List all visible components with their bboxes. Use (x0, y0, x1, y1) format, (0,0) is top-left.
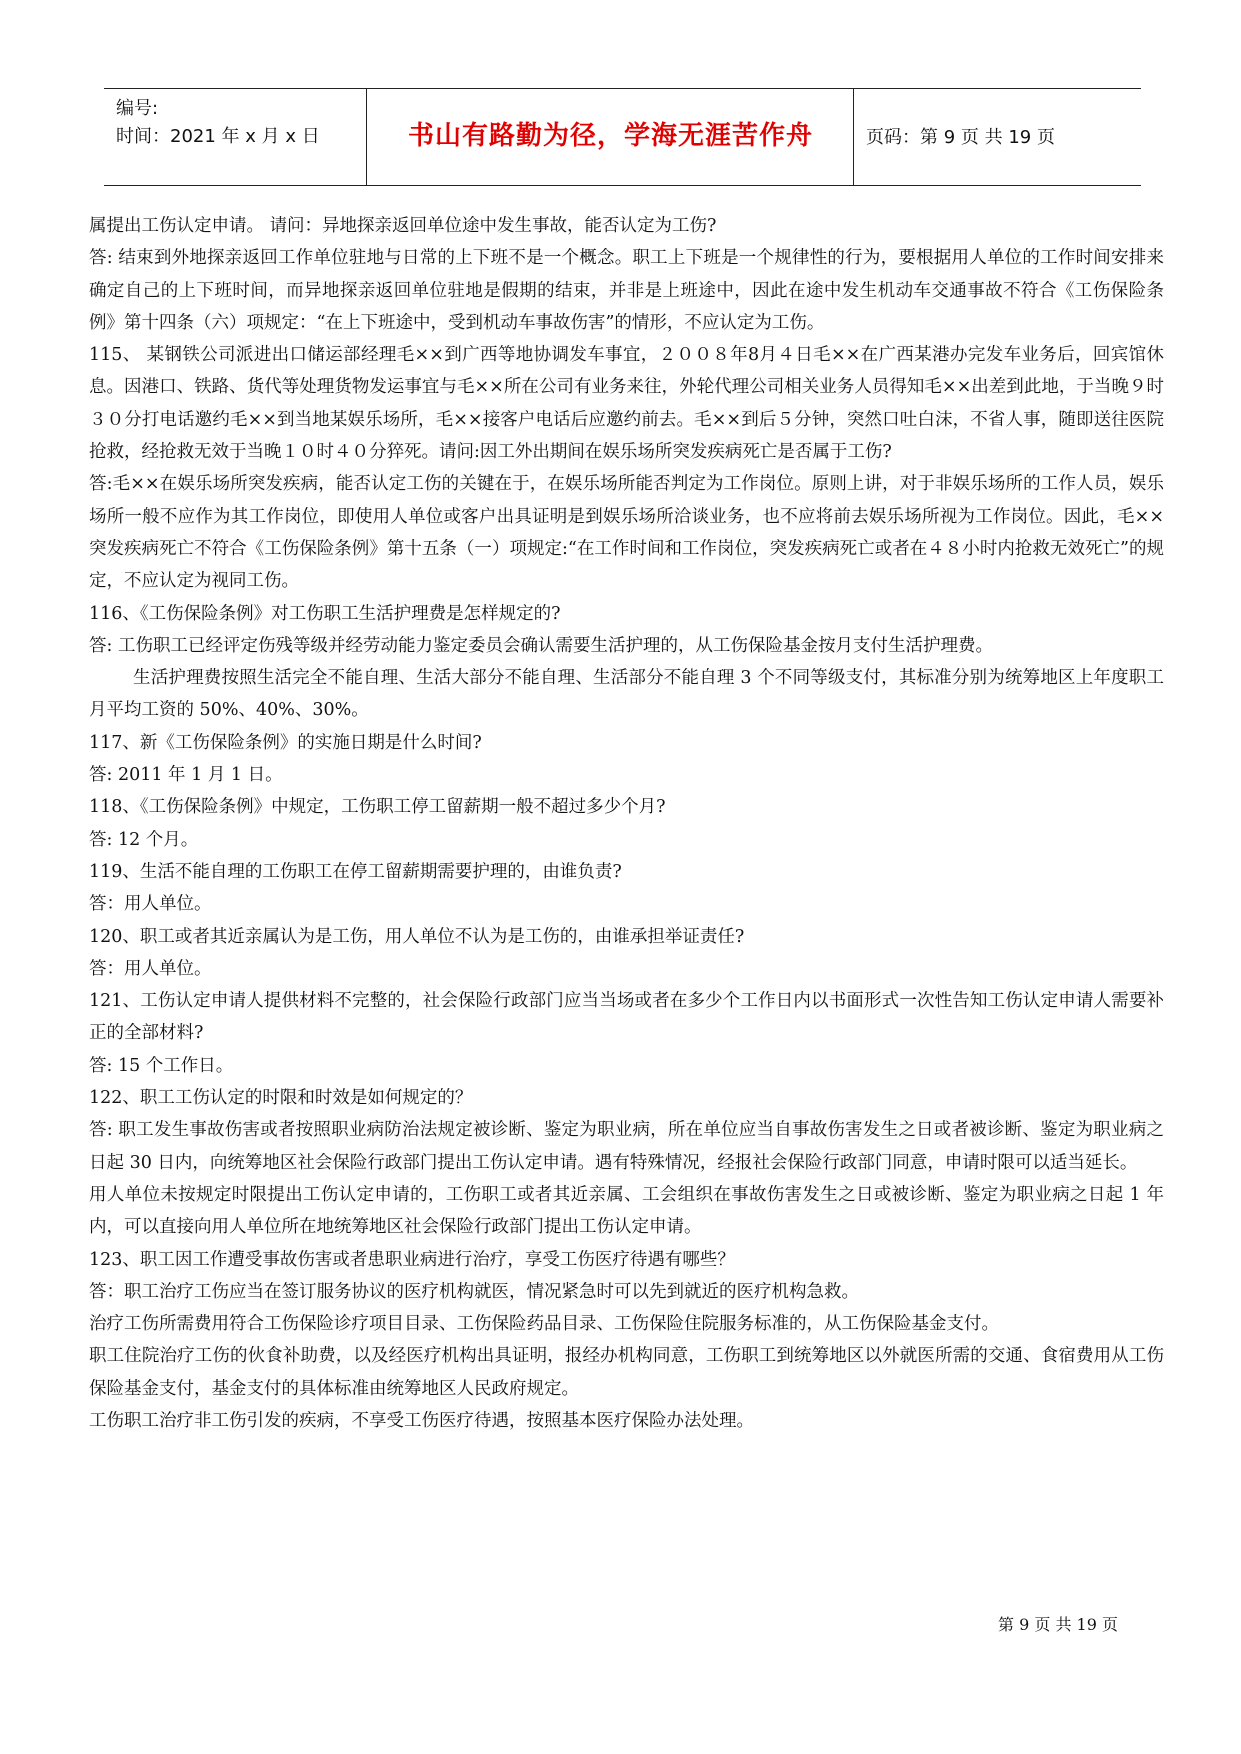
answer-paragraph: 生活护理费按照生活完全不能自理、生活大部分不能自理、生活部分不能自理 3 个不同等级支付，其标准分别为统筹地区上年度职工月平均工资的 50%、40%、30%。 (89, 668, 1164, 721)
answer-paragraph: 用人单位未按规定时限提出工伤认定申请的，工伤职工或者其近亲属、工会组织在事故伤害发生之日或被诊断、鉴定为职业病之日起 1 年内，可以直接向用人单位所在地统筹地区社会保险行政部门提出工伤认定申请。 (89, 1184, 1164, 1238)
answer-paragraph: 答: 职工发生事故伤害或者按照职业病防治法规定被诊断、鉴定为职业病，所在单位应当自事故伤害发生之日或者被诊断、鉴定为职业病之日起 30 日内，向统筹地区社会保险行政部门提出工伤认定申请。遇有特殊情况，经报社会保险行政部门同意，申请时限可以适当延长。 (89, 1120, 1164, 1173)
answer-paragraph: 答: 12 个月。 (89, 829, 199, 850)
question-paragraph: 121、工伤认定申请人提供材料不完整的，社会保险行政部门应当当场或者在多少个工作日内以书面形式一次性告知工伤认定申请人需要补正的全部材料? (89, 991, 1164, 1044)
question-paragraph: 120、职工或者其近亲属认为是工伤，用人单位不认为是工伤的，由谁承担举证责任? (89, 926, 745, 947)
header-divider (366, 89, 367, 185)
question-paragraph: 118、《工伤保险条例》中规定，工伤职工停工留薪期一般不超过多少个月? (89, 797, 666, 818)
page-footer: 第 9 页 共 19 页 (998, 1615, 1118, 1634)
answer-paragraph: 答: 工伤职工已经评定伤残等级并经劳动能力鉴定委员会确认需要生活护理的，从工伤保险基金按月支付生活护理费。 (89, 635, 993, 656)
question-paragraph: 123、职工因工作遭受事故伤害或者患职业病进行治疗，享受工伤医疗待遇有哪些？ (89, 1249, 735, 1270)
header-info (116, 95, 320, 151)
question-paragraph: 119、生活不能自理的工伤职工在停工留薪期需要护理的，由谁负责? (89, 861, 622, 882)
answer-paragraph: 答：用人单位。 (89, 958, 212, 979)
answer-paragraph: 答:毛××在娱乐场所突发疾病，能否认定工伤的关键在于，在娱乐场所能否判定为工作岗位。原则上讲，对于非娱乐场所的工作人员，娱乐场所一般不应作为其工作岗位，即使用人单位或客户出具证明是到娱乐场所洽谈业务，也不应将前去娱乐场所视为工作岗位。因此，毛××突发疾病死亡不符合《工伤保险条例》第十五条（一）项规定:“在工作时间和工作岗位，突发疾病死亡或者在４８小时内抢救无效死亡”的规定，不应认定为视同工伤。 (89, 474, 1164, 592)
header-page-number: 页码：第 9 页 共 19 页 (866, 127, 1055, 148)
answer-paragraph: 职工住院治疗工伤的伙食补助费，以及经医疗机构出具证明，报经办机构同意，工伤职工到统筹地区以外就医所需的交通、食宿费用从工伤保险基金支付，基金支付的具体标准由统筹地区人民政府规定。 (89, 1346, 1164, 1399)
answer-paragraph: 答: 结束到外地探亲返回工作单位驻地与日常的上下班不是一个概念。职工上下班是一个规律性的行为，要根据用人单位的工作时间安排来确定自己的上下班时间，而异地探亲返回单位驻地是假期的结束，并非是上班途中，因此在途中发生机动车交通事故不符合《工伤保险条例》第十四条（六）项规定：“在上下班途中，受到机动车事故伤害”的情形，不应认定为工伤。 (89, 248, 1164, 333)
document-body (89, 210, 1164, 1437)
answer-paragraph: 答: 15 个工作日。 (89, 1055, 234, 1076)
time-label: 时间：2021 年 x 月 x 日 (116, 126, 320, 147)
question-paragraph: 116、《工伤保险条例》对工伤职工生活护理费是怎样规定的? (89, 603, 561, 624)
header-motto: 书山有路勤为径，学海无涯苦作舟 (407, 121, 813, 151)
answer-paragraph: 答：用人单位。 (89, 894, 212, 915)
answer-paragraph: 工伤职工治疗非工伤引发的疾病，不享受工伤医疗待遇，按照基本医疗保险办法处理。 (89, 1410, 754, 1431)
answer-paragraph: 治疗工伤所需费用符合工伤保险诊疗项目目录、工伤保险药品目录、工伤保险住院服务标准的，从工伤保险基金支付。 (89, 1314, 999, 1335)
question-paragraph: 115、 某钢铁公司派进出口储运部经理毛××到广西等地协调发车事宜，２００８年8月４日毛××在广西某港办完发车业务后，回宾馆休息。因港口、铁路、货代等处理货物发运事宜与毛××所在公司有业务来往，外轮代理公司相关业务人员得知毛××出差到此地，于当晚９时３０分打电话邀约毛××到当地某娱乐场所，毛××接客户电话后应邀约前去。毛××到后５分钟，突然口吐白沫，不省人事，随即送往医院抢救，经抢救无效于当晚１０时４０分猝死。请问:因工外出期间在娱乐场所突发疾病死亡是否属于工伤? (89, 345, 1164, 463)
header-divider (853, 89, 854, 185)
question-paragraph: 122、职工工伤认定的时限和时效是如何规定的？ (89, 1088, 473, 1109)
question-paragraph: 117、新《工伤保险条例》的实施日期是什么时间? (89, 732, 482, 753)
page-header (104, 88, 1141, 186)
serial-label: 编号: (116, 98, 159, 119)
answer-paragraph: 答：职工治疗工伤应当在签订服务协议的医疗机构就医，情况紧急时可以先到就近的医疗机构急救。 (89, 1281, 859, 1302)
answer-paragraph: 答: 2011 年 1 月 1 日。 (89, 765, 283, 786)
paragraph: 属提出工伤认定申请。 请问：异地探亲返回单位途中发生事故，能否认定为工伤? (89, 216, 717, 236)
